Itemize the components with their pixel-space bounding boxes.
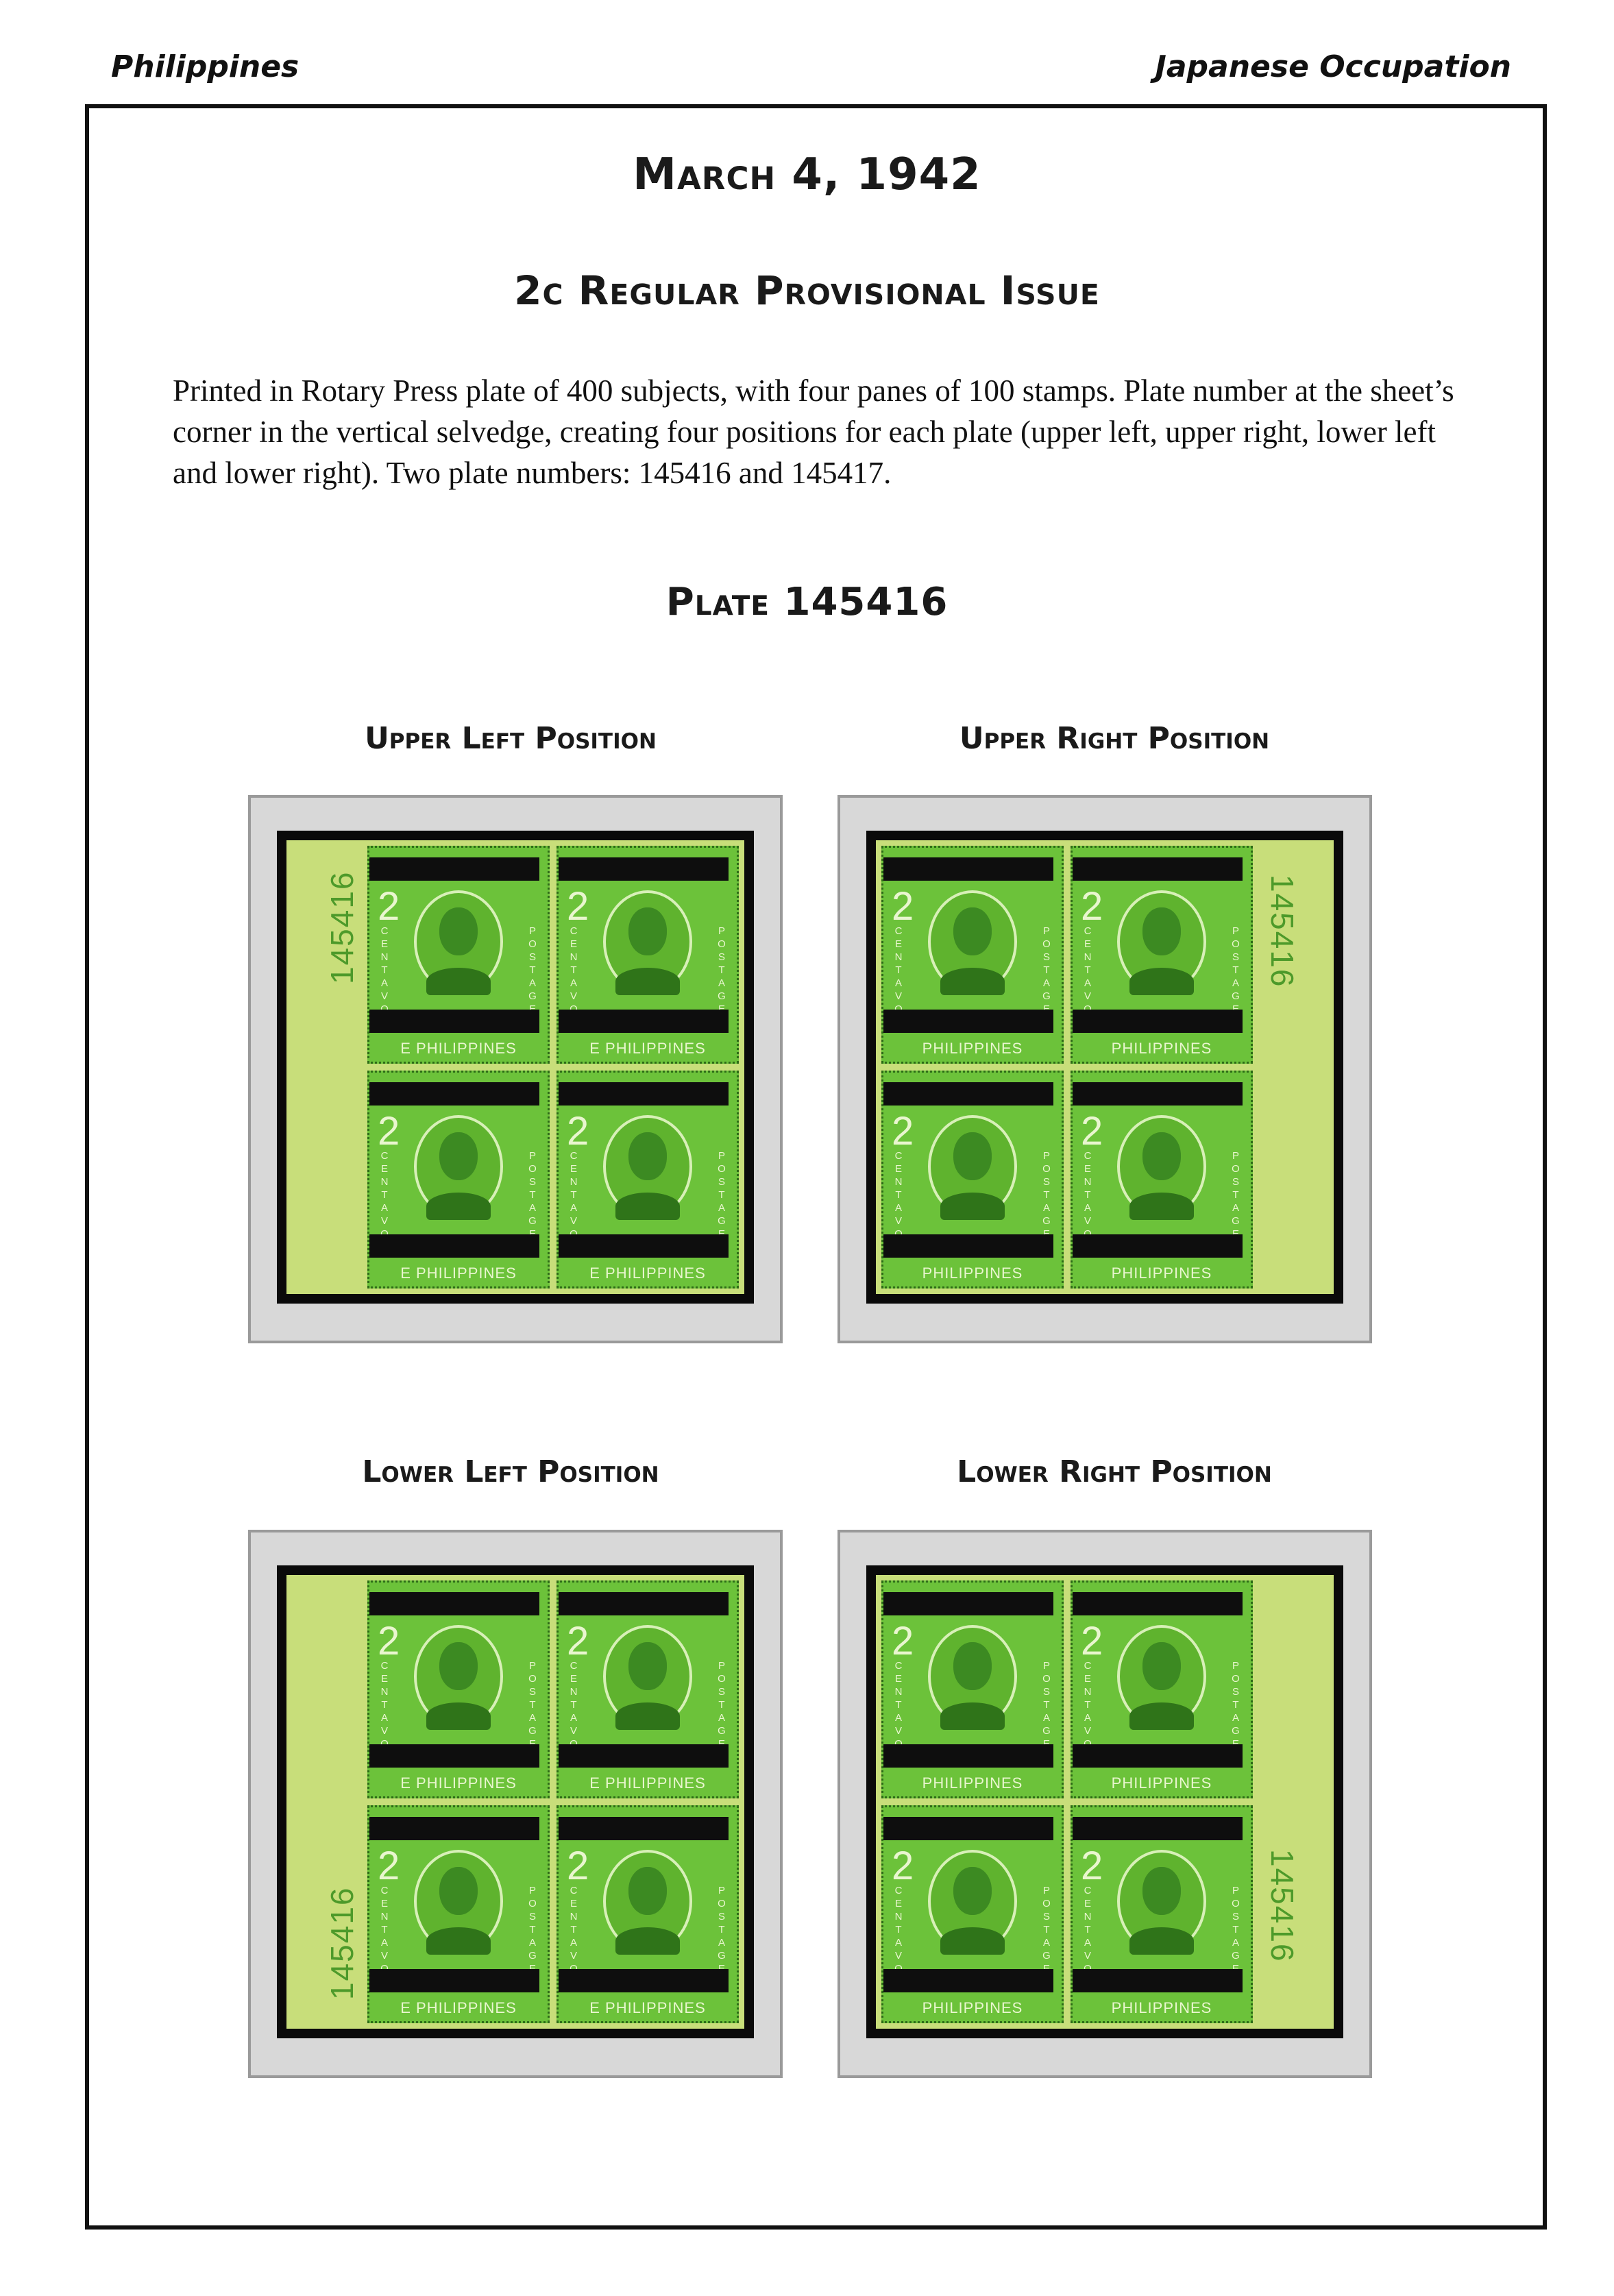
side-word: POSTAG bbox=[528, 1150, 537, 1227]
value-word: CENTAV bbox=[570, 1885, 578, 1962]
denomination: 2 bbox=[378, 1619, 400, 1663]
value-word: CENTAV bbox=[1084, 1150, 1092, 1227]
value-word: CENTAV bbox=[1084, 1885, 1092, 1962]
stamp-mount-lower-right bbox=[837, 1530, 1372, 2078]
stamp bbox=[881, 846, 1064, 1064]
denomination: 2 bbox=[1081, 1109, 1103, 1153]
value-word: CENTAV bbox=[380, 925, 389, 1002]
stamp bbox=[557, 846, 739, 1064]
plate-number: 145416 bbox=[1264, 1849, 1300, 1963]
country-inscription: E PHILIPPINES bbox=[400, 1774, 517, 1792]
stamp bbox=[881, 1805, 1064, 2023]
value-word: CENTAV bbox=[380, 1660, 389, 1737]
country-inscription: E PHILIPPINES bbox=[400, 1265, 517, 1282]
denomination: 2 bbox=[567, 1844, 589, 1888]
stamp bbox=[557, 1071, 739, 1289]
plate-number: 145416 bbox=[1264, 875, 1300, 988]
selvage-strip bbox=[286, 1575, 362, 2029]
value-word: CENTAV bbox=[894, 1660, 903, 1737]
mount-backing bbox=[866, 831, 1343, 1304]
stamp bbox=[367, 1805, 550, 2023]
country-inscription: E PHILIPPINES bbox=[589, 1265, 706, 1282]
stamp-mount-lower-left bbox=[248, 1530, 783, 2078]
country-inscription: PHILIPPINES bbox=[922, 1774, 1023, 1792]
stamp-block bbox=[362, 1575, 744, 2029]
stamp bbox=[1071, 1805, 1253, 2023]
side-word: POSTAG bbox=[718, 925, 726, 1002]
header-country: Philippines bbox=[111, 49, 299, 84]
selvage-strip bbox=[1258, 1575, 1334, 2029]
plate-number: 145416 bbox=[324, 1886, 360, 2000]
country-inscription: PHILIPPINES bbox=[922, 1265, 1023, 1282]
value-word: CENTAV bbox=[894, 1150, 903, 1227]
header-section: Japanese Occupation bbox=[1155, 49, 1511, 84]
position-label-lower-right: Lower Right Position bbox=[957, 1454, 1272, 1489]
position-label-upper-right: Upper Right Position bbox=[959, 721, 1270, 756]
denomination: 2 bbox=[1081, 1619, 1103, 1663]
selvage-strip bbox=[286, 840, 362, 1294]
denomination: 2 bbox=[892, 1109, 914, 1153]
stamp-mount-upper-right bbox=[837, 795, 1372, 1343]
value-word: CENTAV bbox=[570, 1660, 578, 1737]
stamp bbox=[557, 1805, 739, 2023]
value-word: CENTAV bbox=[1084, 1660, 1092, 1737]
stamp bbox=[367, 1580, 550, 1798]
side-word: POSTAG bbox=[1042, 1150, 1051, 1227]
side-word: POSTAG bbox=[1232, 1660, 1240, 1737]
country-inscription: PHILIPPINES bbox=[922, 1999, 1023, 2016]
country-inscription: PHILIPPINES bbox=[1111, 1040, 1212, 1057]
side-word: POSTAG bbox=[528, 1660, 537, 1737]
denomination: 2 bbox=[892, 1619, 914, 1663]
country-inscription: PHILIPPINES bbox=[1111, 1999, 1212, 2016]
denomination: 2 bbox=[567, 884, 589, 929]
denomination: 2 bbox=[567, 1109, 589, 1153]
side-word: POSTAG bbox=[1232, 925, 1240, 1002]
country-inscription: PHILIPPINES bbox=[1111, 1265, 1212, 1282]
value-word: CENTAV bbox=[380, 1150, 389, 1227]
plate-number: 145416 bbox=[324, 870, 360, 984]
country-inscription: E PHILIPPINES bbox=[589, 1040, 706, 1057]
stamp-block bbox=[876, 840, 1258, 1294]
stamp bbox=[881, 1580, 1064, 1798]
denomination: 2 bbox=[378, 1844, 400, 1888]
mount-backing bbox=[277, 831, 754, 1304]
position-label-lower-left: Lower Left Position bbox=[362, 1454, 659, 1489]
stamp-mount-upper-left bbox=[248, 795, 783, 1343]
country-inscription: E PHILIPPINES bbox=[400, 1040, 517, 1057]
value-word: CENTAV bbox=[570, 925, 578, 1002]
country-inscription: E PHILIPPINES bbox=[589, 1774, 706, 1792]
denomination: 2 bbox=[567, 1619, 589, 1663]
side-word: POSTAG bbox=[718, 1660, 726, 1737]
denomination: 2 bbox=[892, 1844, 914, 1888]
side-word: POSTAG bbox=[718, 1885, 726, 1962]
mount-backing bbox=[866, 1565, 1343, 2038]
country-inscription: PHILIPPINES bbox=[1111, 1774, 1212, 1792]
side-word: POSTAG bbox=[1042, 925, 1051, 1002]
denomination: 2 bbox=[1081, 884, 1103, 929]
denomination: 2 bbox=[892, 884, 914, 929]
country-inscription: PHILIPPINES bbox=[922, 1040, 1023, 1057]
value-word: CENTAV bbox=[894, 925, 903, 1002]
stamp bbox=[367, 846, 550, 1064]
stamp bbox=[881, 1071, 1064, 1289]
side-word: POSTAG bbox=[1232, 1150, 1240, 1227]
stamp bbox=[557, 1580, 739, 1798]
issue-description: Printed in Rotary Press plate of 400 subjects, with four panes of 100 stamps. Plate number at the sheet’s corner in the vertical selvedge, creating four positions for each plate (upper left, upper right, lower left and lower right). Two plate numbers: 145416 and 145417. bbox=[173, 374, 1454, 490]
position-label-upper-left: Upper Left Position bbox=[365, 721, 657, 756]
stamp bbox=[1071, 1071, 1253, 1289]
country-inscription: E PHILIPPINES bbox=[589, 1999, 706, 2016]
value-word: CENTAV bbox=[380, 1885, 389, 1962]
value-word: CENTAV bbox=[1084, 925, 1092, 1002]
issue-subtitle: 2c Regular Provisional Issue bbox=[514, 267, 1100, 314]
value-word: CENTAV bbox=[894, 1885, 903, 1962]
side-word: POSTAG bbox=[528, 1885, 537, 1962]
side-word: POSTAG bbox=[1232, 1885, 1240, 1962]
side-word: POSTAG bbox=[1042, 1660, 1051, 1737]
side-word: POSTAG bbox=[1042, 1885, 1051, 1962]
stamp-block bbox=[876, 1575, 1258, 2029]
denomination: 2 bbox=[378, 884, 400, 929]
denomination: 2 bbox=[378, 1109, 400, 1153]
page-title: March 4, 1942 bbox=[633, 149, 981, 200]
side-word: POSTAG bbox=[528, 925, 537, 1002]
stamp-block bbox=[362, 840, 744, 1294]
side-word: POSTAG bbox=[718, 1150, 726, 1227]
selvage-strip bbox=[1258, 840, 1334, 1294]
stamp bbox=[1071, 846, 1253, 1064]
stamp bbox=[367, 1071, 550, 1289]
plate-heading: Plate 145416 bbox=[665, 580, 949, 624]
denomination: 2 bbox=[1081, 1844, 1103, 1888]
country-inscription: E PHILIPPINES bbox=[400, 1999, 517, 2016]
mount-backing bbox=[277, 1565, 754, 2038]
stamp bbox=[1071, 1580, 1253, 1798]
value-word: CENTAV bbox=[570, 1150, 578, 1227]
